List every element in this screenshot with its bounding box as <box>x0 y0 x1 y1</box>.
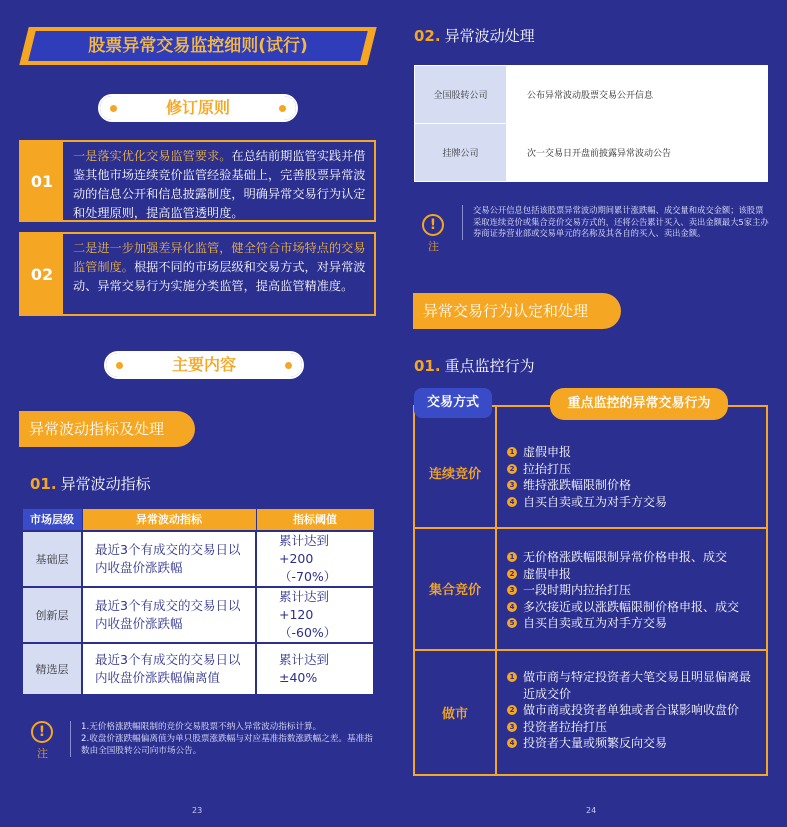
header-trade-mode: 交易方式 <box>414 388 492 418</box>
header-monitored-behaviors: 重点监控的异常交易行为 <box>550 388 728 420</box>
table-row <box>415 124 768 182</box>
indicator-table <box>21 508 375 696</box>
principle-number: 02 <box>21 234 63 314</box>
behavior-list <box>507 549 760 632</box>
table-cell-action: 次一交易日开盘前披露异常波动公告 <box>507 124 768 182</box>
list-item: 5 自买自卖或互为对手方交易 <box>507 615 760 632</box>
list-item: 3 维持涨跌幅限制价格 <box>507 477 760 494</box>
mode-label: 连续竞价 <box>428 467 481 482</box>
page-title: 股票异常交易监控细则(试行) <box>88 36 308 56</box>
table-cell-indicator: 最近3个有成交的交易日以内收盘价涨跌幅 <box>82 587 256 643</box>
column-header: 异常波动指标 <box>82 509 256 531</box>
list-item: 4 投资者大量或频繁反向交易 <box>507 735 760 752</box>
principle-highlight: 一是落实优化交易监管要求。 <box>73 149 232 163</box>
principle-02 <box>19 232 376 316</box>
table-cell-threshold: 累计达到 +120（-60%） <box>256 587 374 643</box>
principle-highlight: 二是进一步加强差异化监管，健全符合市场特点的交易监管制度。 <box>73 241 366 274</box>
list-item: 1 做市商与特定投资者大笔交易且明显偏离最近成交价 <box>507 669 760 702</box>
note-label: 注 <box>37 747 48 760</box>
table-cell-indicator: 最近3个有成交的交易日以内收盘价涨跌幅偏离值 <box>82 643 256 695</box>
principle-text: 根据不同的市场层级和交易方式，对异常波动、异常交易行为实施分类监管，提高监管精准度。 <box>73 260 366 293</box>
list-item: 3 投资者拉抬打压 <box>507 719 760 736</box>
table-cell-level: 基础层 <box>22 531 82 587</box>
principle-01 <box>19 140 376 222</box>
behavior-list <box>507 444 760 510</box>
behavior-list <box>507 669 760 752</box>
table-row <box>22 531 374 587</box>
table-cell-indicator: 最近3个有成交的交易日以内收盘价涨跌幅 <box>82 531 256 587</box>
note-text: 1.无价格涨跌幅限制的竞价交易股票不纳入异常波动指标计算。 2.收盘价涨跌幅偏离值为单只股票涨跌幅与对应基准指数涨跌幅之差。基准指数由全国股转公司向市场公告。 <box>70 721 380 757</box>
table-cell-entity: 全国股转公司 <box>415 66 507 124</box>
main-heading: 主要内容 <box>171 355 236 374</box>
list-item: 1 虚假申报 <box>507 444 760 461</box>
table-row <box>22 587 374 643</box>
list-item: 2 拉抬打压 <box>507 461 760 478</box>
list-item: 4 多次接近或以涨跌幅限制价格申报、成交 <box>507 599 760 616</box>
list-item: 2 做市商或投资者单独或者合谋影响收盘价 <box>507 702 760 719</box>
table-row <box>22 643 374 695</box>
warning-icon: ! <box>422 214 444 236</box>
mode-label: 做市 <box>441 707 468 722</box>
disclosure-table <box>414 65 768 182</box>
page-number: 23 <box>192 806 203 815</box>
column-header: 指标阈值 <box>256 509 374 531</box>
subheading-monitoring: 01. 重点监控行为 <box>414 357 535 375</box>
subheading-handling: 02. 异常波动处理 <box>414 27 535 45</box>
column-header: 市场层级 <box>22 509 82 531</box>
table-cell-action: 公布异常波动股票交易公开信息 <box>507 66 768 124</box>
list-item: 1 无价格涨跌幅限制异常价格申报、成交 <box>507 549 760 566</box>
note-text: 交易公开信息包括该股票异常波动期间累计涨跌幅、成交量和成交金额；该股票采取连续竞价或集合竞价交易方式的，还将公告累计买入、卖出金额最大5家主办券商证券营业部或交易单元的名称及其各自的买入、卖出金额。 <box>462 205 770 240</box>
note-label: 注 <box>428 240 439 253</box>
list-item: 3 一段时期内拉抬打压 <box>507 582 760 599</box>
subheading-indicators: 01. 异常波动指标 <box>30 475 151 493</box>
principle-text: 在总结前期监管实践并借鉴其他市场连续竞价监管经验基础上，完善股票异常波动的信息公开和信息披露制度，明确异常交易行为认定和处理原则，提高监管透明度。 <box>73 149 366 220</box>
table-cell-entity: 挂牌公司 <box>415 124 507 182</box>
revision-heading: 修订原则 <box>165 98 230 117</box>
table-row <box>415 66 768 124</box>
monitoring-table <box>413 405 768 776</box>
principle-number: 01 <box>21 142 63 220</box>
table-cell-threshold: 累计达到 ±40% <box>256 643 374 695</box>
section-tab-volatility: 异常波动指标及处理 <box>19 411 195 447</box>
table-cell-level: 精选层 <box>22 643 82 695</box>
table-cell-level: 创新层 <box>22 587 82 643</box>
list-item: 4 自买自卖或互为对手方交易 <box>507 494 760 511</box>
warning-icon: ! <box>31 721 53 743</box>
section-tab-abnormal-trading: 异常交易行为认定和处理 <box>413 293 621 329</box>
mode-label: 集合竞价 <box>428 583 481 598</box>
page-number: 24 <box>586 806 597 815</box>
list-item: 2 虚假申报 <box>507 566 760 583</box>
table-cell-threshold: 累计达到 +200（-70%） <box>256 531 374 587</box>
